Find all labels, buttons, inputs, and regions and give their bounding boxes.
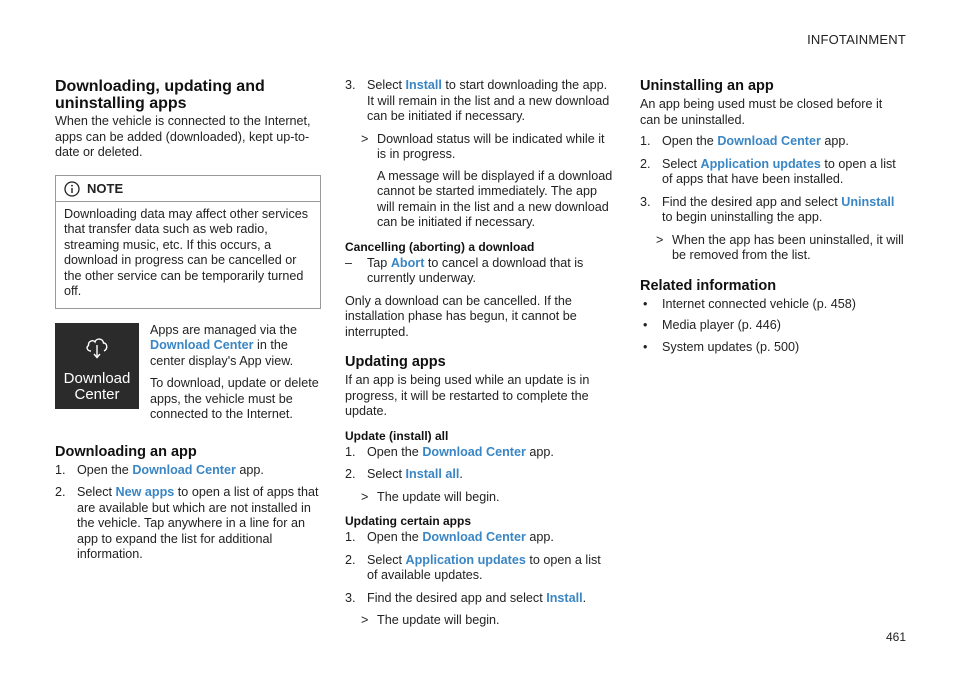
text: Open the — [77, 462, 133, 477]
connection-paragraph: To download, update or delete apps, the vehicle must be connected to the Internet. — [150, 376, 319, 421]
download-center-link: Download Center — [132, 462, 236, 477]
text: to open a list of available updates. — [367, 552, 601, 582]
step-number: 2. — [345, 467, 356, 481]
updating-intro: If an app is being used while an update is in progress, it will be restarted to complete the update. — [345, 373, 590, 418]
section-heading-downloading: Downloading an app — [55, 443, 197, 460]
download-center-block — [55, 323, 321, 430]
managed-paragraph — [150, 323, 321, 370]
sub-heading-update-all: Update (install) all — [345, 428, 449, 443]
step-item — [640, 134, 906, 150]
text: app. — [235, 462, 264, 477]
install-link: Install — [405, 78, 442, 92]
sub-heading-update-certain: Updating certain apps — [345, 514, 472, 528]
step-item — [345, 445, 613, 461]
result-marker: > — [656, 232, 664, 247]
step-number: 3. — [345, 78, 356, 92]
download-center-link: Download Center — [422, 444, 526, 459]
text: app. — [525, 444, 554, 459]
text: Open the — [367, 530, 423, 544]
uninstall-intro: An app being used must be closed before it can be uninstalled. — [640, 97, 883, 127]
step-number: 1. — [55, 462, 66, 477]
bullet: • — [643, 339, 648, 354]
step-item — [55, 485, 321, 563]
title-line-2: uninstalling apps — [55, 95, 187, 112]
step-result — [345, 613, 613, 629]
update-all-steps — [345, 445, 613, 483]
text: Select — [662, 156, 701, 171]
step-item — [345, 553, 613, 584]
uninstall-steps — [640, 134, 906, 226]
step-number: 3. — [640, 194, 651, 209]
note-box — [55, 175, 321, 309]
uninstall-link: Uninstall — [841, 194, 895, 209]
downloading-steps-continued — [345, 78, 613, 125]
step-result — [345, 132, 613, 163]
section-heading-uninstalling: Uninstalling an app — [640, 78, 774, 94]
result-marker: > — [361, 613, 369, 627]
text: The update will begin. — [377, 489, 500, 504]
text: app. — [820, 134, 849, 148]
text: to begin uninstalling the app. — [662, 210, 823, 224]
abort-link: Abort — [390, 255, 425, 270]
download-center-text — [150, 323, 321, 430]
section-heading-related: Related information — [640, 277, 777, 294]
tile-label-line-1: Download — [63, 369, 131, 387]
text: to cancel a download that is currently underway. — [367, 255, 584, 285]
text: Open the — [662, 134, 718, 148]
result-marker: > — [361, 131, 369, 146]
text: Select — [367, 467, 406, 481]
cancel-step — [345, 256, 613, 287]
downloading-steps — [55, 463, 321, 563]
related-link-internet[interactable] — [640, 297, 906, 313]
running-header: INFOTAINMENT — [807, 32, 906, 47]
text: Apps are managed via the — [150, 322, 298, 337]
step-item — [345, 591, 613, 607]
application-updates-link: Application updates — [700, 156, 821, 171]
note-header — [56, 176, 320, 202]
download-center-link: Download Center — [422, 530, 526, 544]
info-icon — [64, 181, 80, 197]
text: Select — [367, 552, 406, 567]
title-line-1: Downloading, updating and — [55, 78, 265, 95]
column-3 — [640, 78, 906, 361]
text: Find the desired app and select — [662, 194, 842, 209]
note-title: NOTE — [87, 180, 124, 196]
step-number: 2. — [640, 156, 651, 171]
cancel-note: Only a download can be cancelled. If the installation phase has begun, it cannot be interrupted. — [345, 293, 577, 339]
sub-heading-cancel: Cancelling (aborting) a download — [345, 239, 535, 254]
text: . — [459, 467, 463, 481]
section-heading-updating: Updating apps — [345, 354, 446, 370]
related-text: System updates (p. 500) — [662, 339, 800, 354]
step-item — [345, 530, 613, 546]
bullet: • — [643, 318, 648, 332]
step-number: 1. — [640, 134, 651, 148]
step-item — [55, 463, 321, 479]
cloud-download-icon — [85, 335, 109, 361]
download-center-link: Download Center — [717, 134, 821, 148]
step-result — [640, 233, 906, 264]
related-link-system-updates[interactable] — [640, 340, 906, 356]
column-2 — [345, 78, 613, 635]
step-number: 3. — [345, 590, 356, 605]
bullet: • — [643, 296, 648, 311]
step-number: 1. — [345, 530, 356, 544]
text: in the center display's App view. — [150, 338, 294, 368]
tile-label-line-2: Center — [74, 385, 120, 403]
tile-label — [55, 371, 139, 403]
related-text: Internet connected vehicle (p. 458) — [662, 296, 856, 311]
related-link-media-player[interactable] — [640, 318, 906, 334]
text: Download status will be indicated while it is in progress. — [377, 131, 605, 161]
step-result — [345, 490, 613, 506]
page-title — [55, 78, 321, 112]
download-center-tile — [55, 323, 139, 409]
new-apps-link: New apps — [115, 485, 175, 499]
step-number: 2. — [55, 485, 66, 499]
step-item — [640, 195, 906, 226]
text: to start downloading the app. It will remain in the list and a new download can be initiated if necessary. — [367, 78, 610, 123]
text: Open the — [367, 444, 423, 459]
text: app. — [525, 530, 554, 544]
note-body: Downloading data may affect other services that transfer data such as web radio, streaming music, etc. If this occurs, a download in progress can be cancelled or the other service can be temporarily turned off. — [64, 206, 309, 298]
step-item — [345, 78, 613, 125]
update-certain-steps — [345, 530, 613, 606]
text: to open a list of apps that are available but which are not installed in the vehicle. Tap anywhere in a line for an app to expand the list for additional information. — [77, 485, 319, 561]
step-number: 2. — [345, 552, 356, 567]
text: Tap — [367, 255, 391, 270]
related-list — [640, 297, 906, 356]
download-center-link: Download Center — [150, 338, 254, 352]
text: Select — [367, 78, 406, 92]
step-item — [345, 467, 613, 483]
text: Find the desired app and select — [367, 590, 547, 605]
intro-paragraph: When the vehicle is connected to the Internet, apps can be added (downloaded), kept up-to-date or deleted. — [55, 114, 311, 159]
step-number: 1. — [345, 444, 356, 459]
step-item — [640, 157, 906, 188]
install-link: Install — [546, 590, 583, 605]
dash-marker: – — [345, 255, 353, 270]
text: The update will begin. — [377, 613, 500, 627]
step-result-paragraph: A message will be displayed if a download cannot be started immediately. The app will remain in the list and a new download can be initiated if necessary. — [377, 168, 613, 229]
column-1 — [55, 78, 321, 570]
result-marker: > — [361, 489, 369, 504]
text: to open a list of apps that have been installed. — [662, 156, 896, 186]
page-number: 461 — [885, 630, 906, 644]
text: Select — [77, 485, 116, 499]
application-updates-link: Application updates — [405, 552, 526, 567]
text: . — [582, 590, 587, 605]
related-text: Media player (p. 446) — [662, 318, 782, 332]
install-all-link: Install all — [405, 467, 460, 481]
text: When the app has been uninstalled, it will be removed from the list. — [672, 232, 904, 262]
